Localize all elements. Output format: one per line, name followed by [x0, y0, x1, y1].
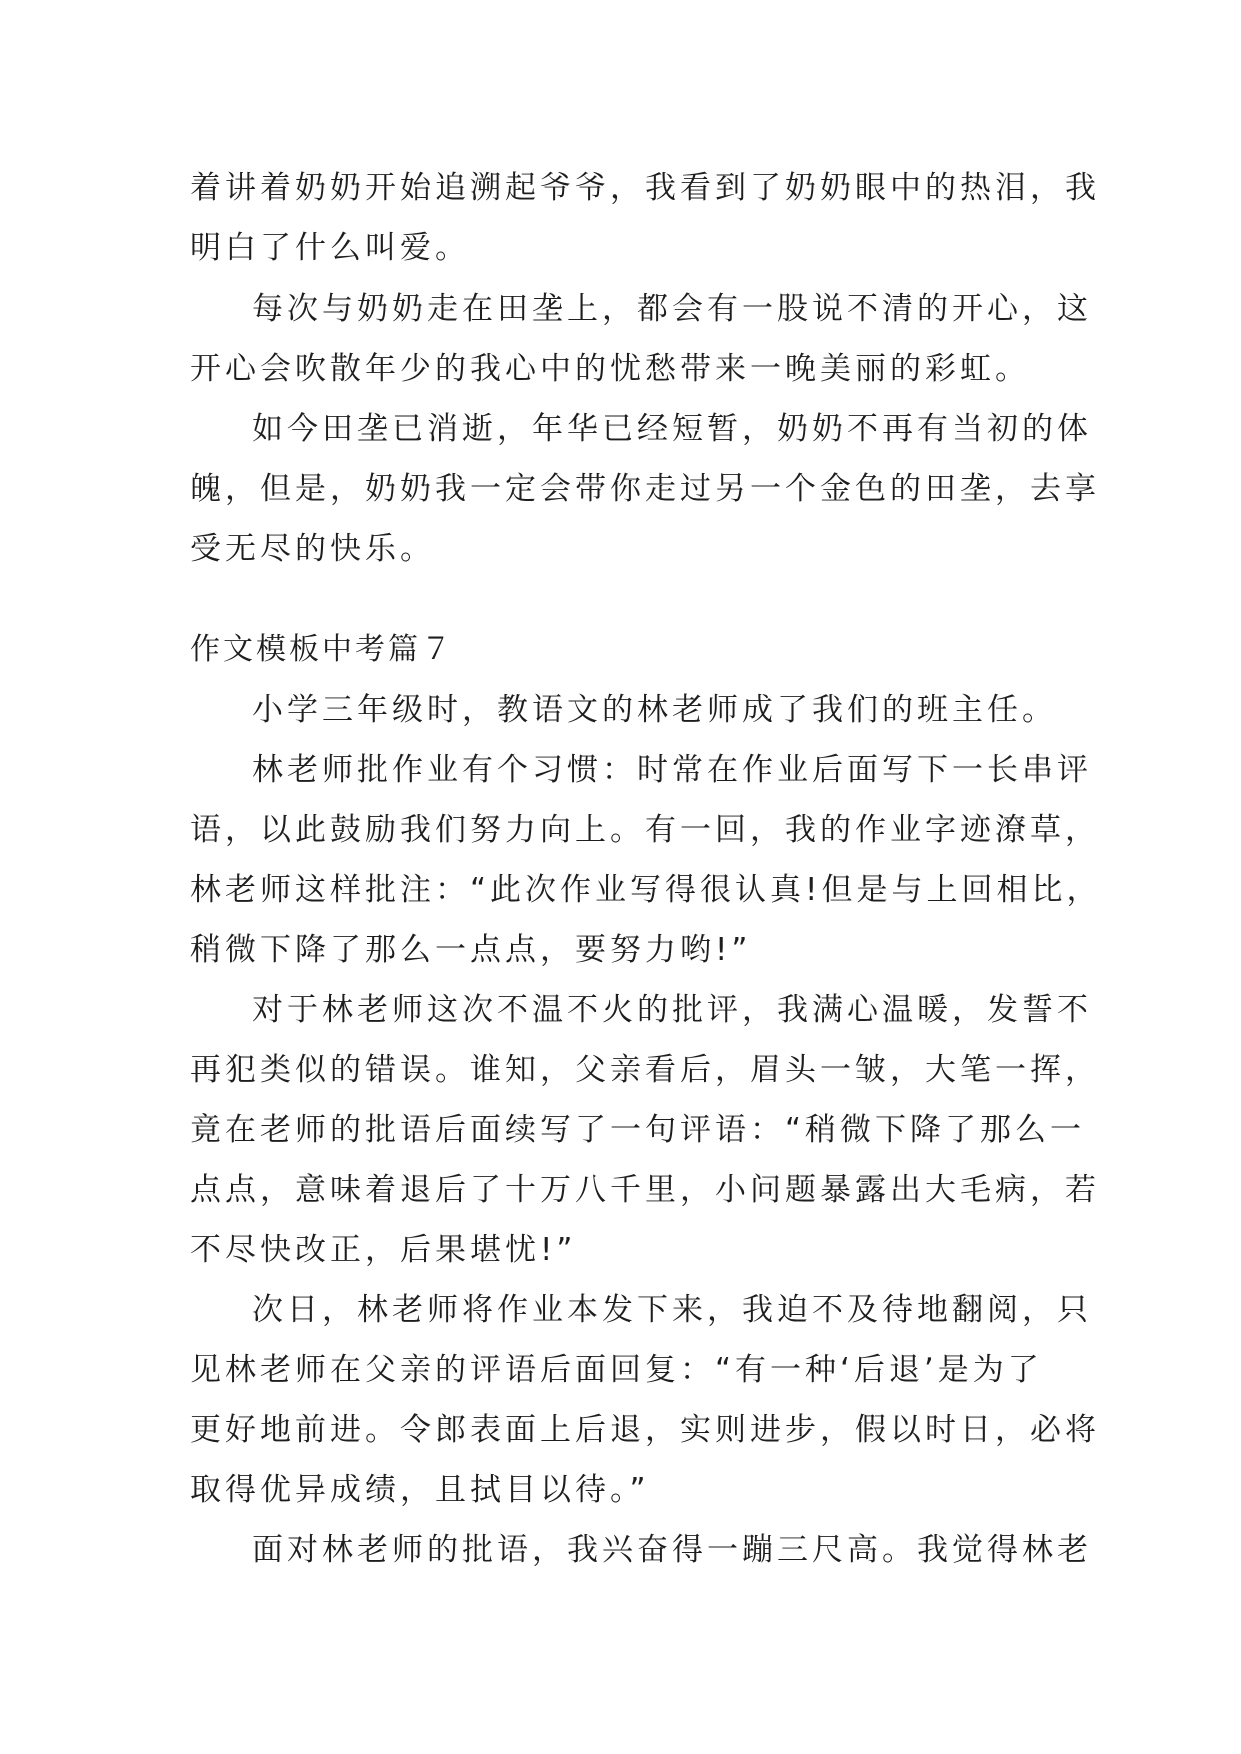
paragraph-start: 小学三年级时，教语文的林老师成了我们的班主任。	[252, 692, 1057, 728]
text-line: 不尽快改正，后果堪忧!”	[190, 1232, 577, 1268]
paragraph-start: 次日，林老师将作业本发下来，我迫不及待地翻阅，只	[252, 1292, 1092, 1328]
text-line: 着讲着奶奶开始追溯起爷爷，我看到了奶奶眼中的热泪，我	[190, 170, 1100, 206]
text-line: 林老师这样批注：“此次作业写得很认真!但是与上回相比，	[190, 872, 1102, 908]
text-line: 再犯类似的错误。谁知，父亲看后，眉头一皱，大笔一挥，	[190, 1052, 1100, 1088]
text-line: 见林老师在父亲的评语后面回复：“有一种‘后退’是为了	[190, 1352, 1043, 1388]
text-line: 语，以此鼓励我们努力向上。有一回，我的作业字迹潦草，	[190, 812, 1100, 848]
text-line: 取得优异成绩，且拭目以待。”	[190, 1472, 650, 1508]
text-line: 更好地前进。令郎表面上后退，实则进步，假以时日，必将	[190, 1412, 1100, 1448]
text-line: 开心会吹散年少的我心中的忧愁带来一晚美丽的彩虹。	[190, 351, 1030, 387]
text-line: 稍微下降了那么一点点，要努力哟!”	[190, 932, 752, 968]
paragraph-start: 对于林老师这次不温不火的批评，我满心温暖，发誓不	[252, 992, 1092, 1028]
paragraph-start: 林老师批作业有个习惯：时常在作业后面写下一长串评	[252, 752, 1092, 788]
paragraph-start: 每次与奶奶走在田垄上，都会有一股说不清的开心，这	[252, 291, 1092, 327]
text-line: 明白了什么叫爱。	[190, 230, 470, 266]
section-heading: 作文模板中考篇７	[190, 632, 454, 667]
text-line: 魄，但是，奶奶我一定会带你走过另一个金色的田垄，去享	[190, 471, 1100, 507]
paragraph-start: 如今田垄已消逝，年华已经短暂，奶奶不再有当初的体	[252, 411, 1092, 447]
paragraph-start: 面对林老师的批语，我兴奋得一蹦三尺高。我觉得林老	[252, 1532, 1092, 1568]
text-line: 点点，意味着退后了十万八千里，小问题暴露出大毛病，若	[190, 1172, 1100, 1208]
text-line: 受无尽的快乐。	[190, 531, 435, 567]
text-line: 竟在老师的批语后面续写了一句评语：“稍微下降了那么一	[190, 1112, 1086, 1148]
